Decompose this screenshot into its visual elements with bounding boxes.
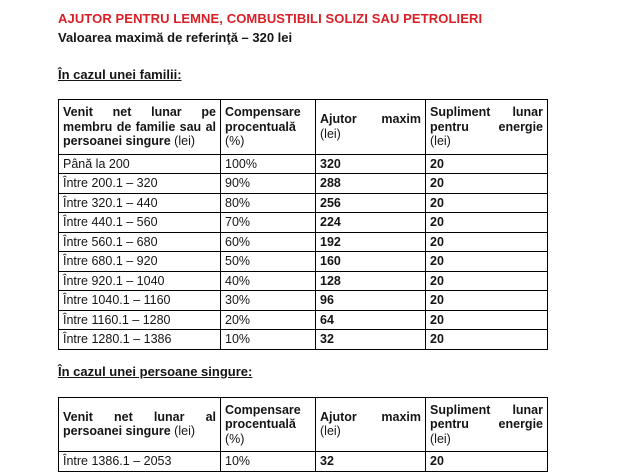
table-row <box>59 174 548 194</box>
table-cell: 50% <box>221 252 316 272</box>
table-cell: 320 <box>316 154 426 174</box>
table-row <box>59 232 548 252</box>
page-subtitle: Valoarea maximă de referinţă – 320 lei <box>58 30 293 45</box>
family-table-head <box>59 100 548 155</box>
section-heading-single: În cazul unei persoane singure: <box>58 363 253 379</box>
family-table <box>58 99 548 350</box>
family-table-body <box>59 154 548 349</box>
table-cell: 20 <box>426 193 548 213</box>
table-cell: Între 1280.1 – 1386 <box>59 330 221 350</box>
table-cell: 160 <box>316 252 426 272</box>
header-unit: (lei) <box>430 134 451 148</box>
table-cell: 64 <box>316 310 426 330</box>
table-cell: 192 <box>316 232 426 252</box>
header-unit: (%) <box>225 134 245 148</box>
table-cell: 256 <box>316 193 426 213</box>
table-cell: 20% <box>221 310 316 330</box>
table-cell: 20 <box>426 271 548 291</box>
table-cell: 60% <box>221 232 316 252</box>
table-cell: 20 <box>426 291 548 311</box>
table-cell: 100% <box>221 154 316 174</box>
header-title: Supliment lunar pentru energie <box>430 105 543 134</box>
header-cell-max-aid <box>316 397 426 452</box>
table-cell: 30% <box>221 291 316 311</box>
table-cell: Între 680.1 – 920 <box>59 252 221 272</box>
header-unit: (lei) <box>430 431 451 446</box>
table-row <box>59 193 548 213</box>
table-cell: 20 <box>426 330 548 350</box>
table-header-row <box>59 100 548 155</box>
table-cell: 40% <box>221 271 316 291</box>
header-unit: (lei) <box>174 424 196 439</box>
header-unit: (lei) <box>320 126 341 141</box>
table-row <box>59 271 548 291</box>
table-cell: 10% <box>221 330 316 350</box>
table-cell: 20 <box>426 213 548 233</box>
table-cell: Între 1040.1 – 1160 <box>59 291 221 311</box>
table-cell: Între 1386.1 – 2053 <box>59 452 221 472</box>
header-title: Compensare procentuală <box>225 105 301 134</box>
table-cell: Între 560.1 – 680 <box>59 232 221 252</box>
table-cell: Între 200.1 – 320 <box>59 174 221 194</box>
header-unit: (lei) <box>320 424 341 439</box>
header-unit: (lei) <box>174 134 196 148</box>
table-cell: 70% <box>221 213 316 233</box>
header-title: Supliment lunar pentru energie <box>430 402 543 431</box>
table-cell: 20 <box>426 452 548 472</box>
table-row <box>59 154 548 174</box>
header-cell-energy-supplement <box>426 397 548 452</box>
table-cell: Până la 200 <box>59 154 221 174</box>
table-row <box>59 291 548 311</box>
table-cell: Între 1160.1 – 1280 <box>59 310 221 330</box>
table-cell: 20 <box>426 174 548 194</box>
single-person-table <box>58 397 548 472</box>
header-cell-compensation <box>221 100 316 155</box>
table-cell: 128 <box>316 271 426 291</box>
header-cell-income <box>59 397 221 452</box>
table-cell: 20 <box>426 252 548 272</box>
table-header-row <box>59 397 548 452</box>
table-cell: 20 <box>426 310 548 330</box>
header-title: Ajutor maxim <box>320 409 421 424</box>
table-cell: 20 <box>426 154 548 174</box>
table-row <box>59 452 548 472</box>
table-row <box>59 213 548 233</box>
table-cell: Între 920.1 – 1040 <box>59 271 221 291</box>
table-cell: 10% <box>221 452 316 472</box>
header-cell-max-aid <box>316 100 426 155</box>
table-cell: 288 <box>316 174 426 194</box>
table-cell: 32 <box>316 330 426 350</box>
header-cell-income <box>59 100 221 155</box>
table-row <box>59 330 548 350</box>
header-title: Venit net lunar pe membru de familie sau al persoanei singure <box>63 105 216 148</box>
table-cell: 90% <box>221 174 316 194</box>
table-cell: 96 <box>316 291 426 311</box>
table-row <box>59 310 548 330</box>
table-cell: 80% <box>221 193 316 213</box>
table-cell: Între 440.1 – 560 <box>59 213 221 233</box>
table-cell: 224 <box>316 213 426 233</box>
page-title: AJUTOR PENTRU LEMNE, COMBUSTIBILI SOLIZI SAU PETROLIERI <box>58 11 483 26</box>
table-cell: Între 320.1 – 440 <box>59 193 221 213</box>
header-unit: (%) <box>225 431 245 446</box>
table-cell: 32 <box>316 452 426 472</box>
single-table-body <box>59 452 548 472</box>
table-cell: 20 <box>426 232 548 252</box>
header-title: Venit net lunar al persoanei singure <box>63 409 216 439</box>
section-heading-family: În cazul unei familii: <box>58 67 182 82</box>
header-cell-energy-supplement <box>426 100 548 155</box>
single-table-head <box>59 397 548 452</box>
header-title: Compensare procentuală <box>225 402 301 431</box>
table-row <box>59 252 548 272</box>
header-title: Ajutor maxim <box>320 112 421 127</box>
header-cell-compensation <box>221 397 316 452</box>
